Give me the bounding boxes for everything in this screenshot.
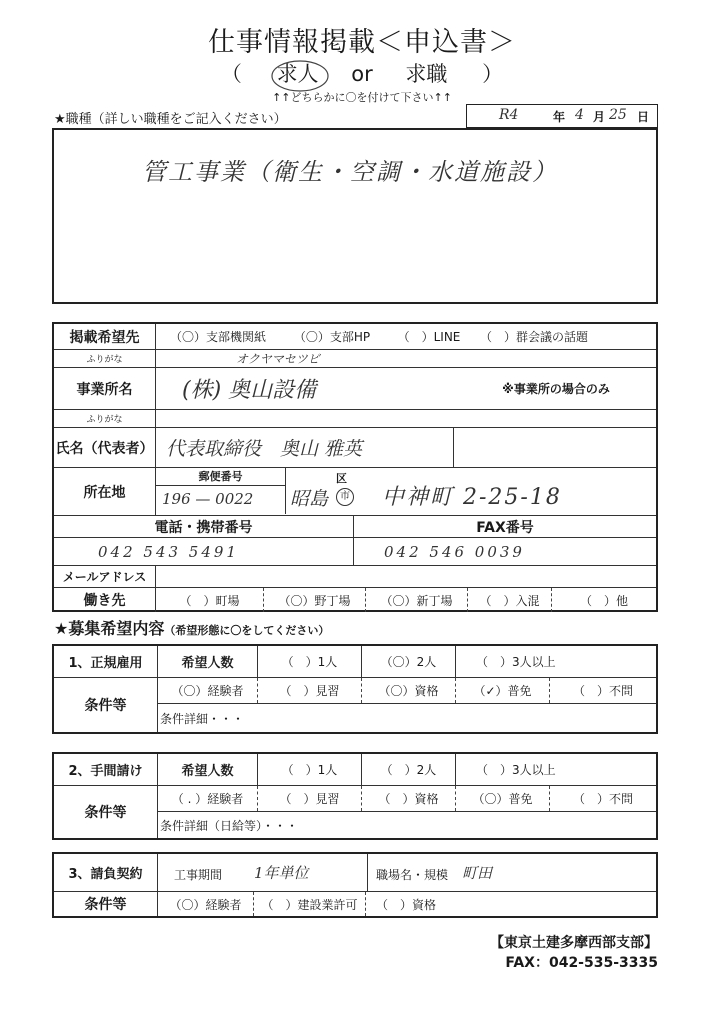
section-piecework: 2、手間請け 条件等 希望人数 （ ）1人 （ ）2人 （ ）3人以上 （ . ）経験者 （ ）見習 （ ）資格 （〇）普免 （ ）不問 条件詳細（日給等）・・・ [52,752,658,840]
date-day[interactable]: 25 [609,107,627,123]
workplace-option-shinchoba[interactable]: （〇）新丁場 [366,588,468,612]
section3-site-value[interactable]: 町田 [462,864,493,882]
zip-label: 郵便番号 [156,468,286,486]
section1-label: 1、正規雇用 [54,646,158,678]
footer-org: 【東京土建多摩西部支部】 [490,935,658,951]
section2-count-1[interactable]: （ ）1人 [258,754,362,785]
section3-site-label: 職場名・規模 [376,868,449,882]
page-title: 仕事情報掲載＜申込書＞ [208,27,516,58]
representative-label: 氏名（代表者） [54,428,156,467]
section2-count-2[interactable]: （ ）2人 [362,754,456,785]
section1-detail-label[interactable]: 条件詳細・・・ [160,712,245,726]
workplace-option-other[interactable]: （ ）他 [579,593,628,608]
section1-cond-experienced[interactable]: （〇）経験者 [158,678,258,703]
company-info-table: 掲載希望先 （〇）支部機関紙 （〇）支部HP （ ）LINE （ ）群会議の話題 ふりがな オクヤマセツビ 事業所名 (株) 奥山設備 ※事業所の場合のみ ふりがな 氏名（代表者） 代表取締役 奥山 雅英 所在地 郵便番号 区 196 — 0022 昭島 市 中神町 2-25-18 電話・携帯番号 FAX番号 042 543 5491 042 546 0039 メールアドレス 働き先 （ ）町場 （〇）野丁場 （〇）新丁場 （ ）入混 （ ）他 [52,322,658,612]
section2-cond-apprentice[interactable]: （ ）見習 [258,786,362,811]
email-label: メールアドレス [54,566,156,587]
publish-option-line[interactable]: （ ）LINE [397,330,461,344]
phone-number[interactable]: 042 543 5491 [54,538,354,565]
company-furigana[interactable]: オクヤマセツビ [236,352,320,366]
section1-cond-any[interactable]: （ ）不問 [572,684,633,698]
representative-name[interactable]: 代表取締役 奥山 雅英 [156,428,454,467]
section2-detail-label[interactable]: 条件詳細（日給等）・・・ [160,819,299,833]
office-label: 事業所名 [54,368,156,409]
date-month[interactable]: 4 [575,107,584,123]
publish-option-kikanshi[interactable]: （〇）支部機関紙 [169,330,266,344]
section1-cond-label: 条件等 [54,678,158,732]
section3-cond-experienced[interactable]: （〇）経験者 [158,892,254,916]
city-name[interactable]: 昭島 [290,488,329,510]
section1-cond-apprentice[interactable]: （ ）見習 [258,678,362,703]
date-year[interactable]: R4 [499,107,519,123]
publish-label: 掲載希望先 [54,324,156,349]
section3-period-label: 工事期間 [174,868,223,882]
subtitle: （ 求人 or 求職 ） [0,58,724,88]
workplace-label: 働き先 [54,588,156,612]
section1-cond-driver[interactable]: （✓）普免 [456,678,550,703]
phone-label: 電話・携帯番号 [54,516,354,537]
office-note: ※事業所の場合のみ [502,382,610,396]
section1-count-3plus[interactable]: （ ）3人以上 [476,655,556,669]
address-area [156,468,656,515]
section3-period-value[interactable]: 1年単位 [254,864,309,882]
workplace-option-machiba[interactable]: （ ）町場 [156,588,264,612]
kyushoku-option[interactable]: 求職 [405,62,448,86]
or-text: or [351,62,373,86]
section1-cond-license[interactable]: （〇）資格 [362,678,456,703]
job-type-content: 管工事業（衛生・空調・水道施設） [142,158,558,186]
section2-cond-any[interactable]: （ ）不問 [572,792,633,806]
office-name[interactable]: (株) 奥山設備 [182,378,317,403]
section-regular-employment: 1、正規雇用 条件等 希望人数 （ ）1人 （〇）2人 （ ）3人以上 （〇）経験者 （ ）見習 （〇）資格 （✓）普免 （ ）不問 条件詳細・・・ [52,644,658,734]
job-type-label: ★職種（詳しい職種をご記入ください） [54,112,287,127]
section2-cond-license[interactable]: （ ）資格 [362,786,456,811]
section3-cond-label: 条件等 [54,892,158,916]
furigana-label: ふりがな [54,350,156,367]
workplace-option-nochoba[interactable]: （〇）野丁場 [264,588,366,612]
kyujin-option[interactable]: 求人 [276,62,319,86]
publish-option-gunkaigi[interactable]: （ ）群会議の話題 [479,330,588,344]
section2-cond-label: 条件等 [54,786,158,838]
date-box: R4 年 4 月 25 日 [466,104,658,128]
city-mark[interactable]: 市 [336,488,354,506]
section-contract [52,852,658,918]
section1-count-2[interactable]: （〇）2人 [362,646,456,677]
workplace-option-irikomi[interactable]: （ ）入混 [468,588,552,612]
street-address[interactable]: 中神町 2-25-18 [382,485,562,510]
email-field[interactable] [156,566,656,587]
address-label: 所在地 [54,468,156,515]
section2-label: 2、手間請け [54,754,158,786]
section1-count-1[interactable]: （ ）1人 [258,646,362,677]
section3-label: 3、請負契約 [54,854,158,891]
recruit-heading: ★募集希望内容（希望形態に〇をしてください） [54,619,330,638]
zip-code[interactable]: 196 — 0022 [162,490,254,508]
section2-cond-experienced[interactable]: （ . ）経験者 [158,786,258,811]
ward-label: 区 [336,472,347,485]
footer-fax: FAX：042-535-3335 [505,955,658,971]
fax-label: FAX番号 [476,519,534,536]
section3-cond-license[interactable]: （ ）資格 [375,897,436,912]
section2-cond-driver[interactable]: （〇）普免 [456,786,550,811]
name-furigana-field[interactable] [156,410,656,427]
section2-count-3plus[interactable]: （ ）3人以上 [476,763,556,777]
section3-cond-permit[interactable]: （ ）建設業許可 [254,892,366,916]
publish-option-hp[interactable]: （〇）支部HP [293,330,371,344]
fax-number[interactable]: 042 546 0039 [384,542,525,561]
job-type-content-box[interactable] [52,128,658,304]
subtitle-note: ↑↑どちらかに〇を付けて下さい↑↑ [272,91,452,104]
